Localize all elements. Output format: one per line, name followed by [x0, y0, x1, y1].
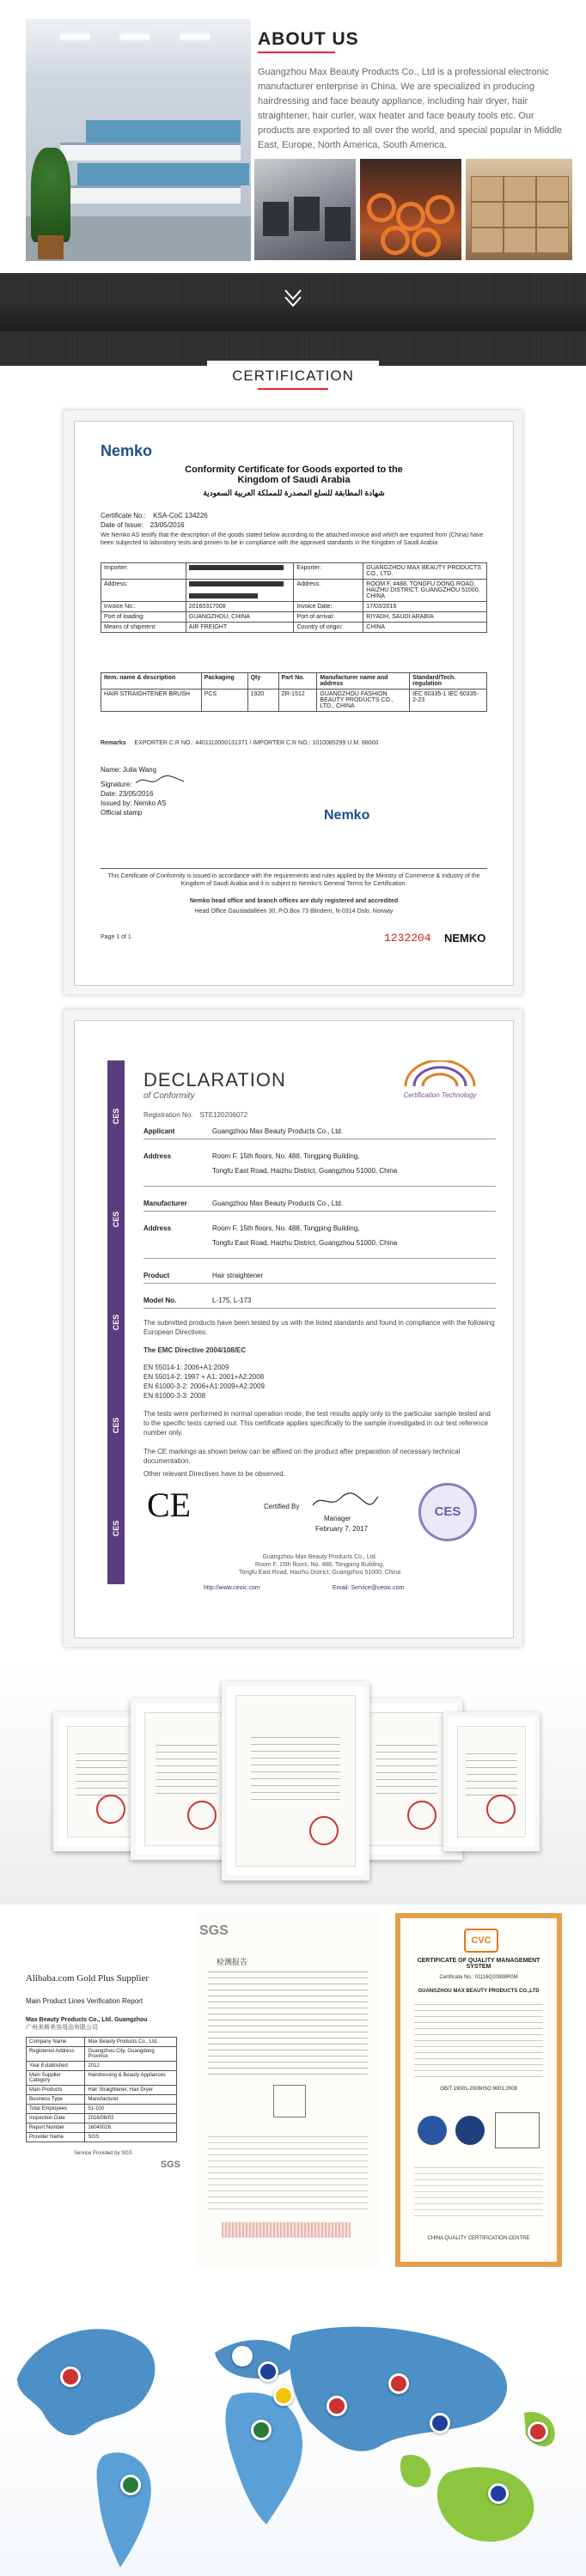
row-value: Hair Straightener, Hair Dryer: [85, 2086, 177, 2095]
ce-mark: CE: [147, 1485, 192, 1524]
sgs-logo: SGS: [199, 1923, 229, 1938]
exporter: GUANGZHOU MAX BEAUTY PRODUCTS CO., LTD.: [366, 565, 481, 577]
alibaba-info-table: [26, 2037, 177, 2142]
sign-date: February 7, 2017: [315, 1525, 368, 1533]
cert-no-label: Certificate No.:: [101, 512, 146, 519]
sgs-accreditation-mark: [273, 2085, 306, 2117]
col-standard: Standard/Tech. regulation: [410, 673, 487, 690]
flag-pin-icon: [430, 2413, 450, 2433]
footer-address-1: Room F, 15th floors, No. 488, Tongping Building,: [254, 1562, 385, 1568]
sgs-report-text-lines: [208, 1971, 368, 2075]
invoice-date-label: Invoice Date:: [296, 604, 333, 610]
framed-certificate: [443, 1712, 540, 1851]
table-row: [27, 2133, 177, 2142]
declaration-brand: Certification Technology: [403, 1091, 477, 1099]
nemko-footer-registered: Nemko head office and branch offices are duly registered and accredited: [189, 898, 399, 904]
signature-label: Signature: [101, 781, 131, 788]
invoice-date: 17/03/2016: [366, 604, 397, 610]
cnas-logo: [455, 2116, 485, 2145]
redacted-address: [189, 581, 284, 586]
world-map: [0, 2284, 586, 2576]
declaration-body-1: The submitted products have been tested by us with the listed standards and found in compliance with the following European Directives:: [143, 1319, 495, 1336]
alibaba-title: Alibaba.com Gold Plus Supplier: [26, 1973, 149, 1984]
nemko-heading: Conformity Certificate for Goods exported to the Kingdom of Saudi Arabia: [185, 465, 403, 485]
alibaba-verification-report: [26, 1913, 180, 2267]
world-map-graphic: [0, 2284, 586, 2576]
shipment: AIR FREIGHT: [188, 624, 228, 630]
alibaba-subtitle: Main Product Lines Verification Report: [26, 1997, 143, 2005]
nemko-logo: Nemko: [101, 442, 153, 459]
flag-pin-icon: [258, 2361, 278, 2382]
cert-no: KSA-CoC 134226: [153, 512, 208, 519]
cvc-company: GUANGZHOU MAX BEAUTY PRODUCTS CO.,LTD: [418, 1989, 540, 1994]
cvc-title: CERTIFICATE OF QUALITY MANAGEMENT SYSTEM: [417, 1958, 540, 1970]
factory-photo-production-line: [360, 159, 461, 260]
flag-pin-icon: [120, 2475, 141, 2495]
emc-directive: The EMC Directive 2004/108/EC: [143, 1346, 247, 1354]
col-packaging: Packaging: [201, 673, 247, 690]
table-row: [27, 2038, 177, 2047]
nemko-certificate: Nemko Conformity Certificate for Goods exported to the Kingdom of Saudi Arabia شهادة المطابقة للسلع المصدرة للمملكة العربية السعودية Certificate No.: KSA-CoC 134226 Date of Issue: 23/05/2016 We Nemko AS testify that the description of the goods stated below according to the attached invoice and which are exported from (China) have been subjected to laboratory tests and proven to be in compliance with the approved standards in the Kingdom of Saudi Arabia Importer: Exporter: GUANGZHOU MAX BEAUTY PRODUCTS CO., LTD. Address: Address: ROOM F, #488, TONGFU DONG ROAD, HAIZHU DISTRICT, GUANGZHOU 51000, CHINA Invoice No.: 20160317008 Invoice Date: 17/03/2016 Port of loading: GUANGZHOU, CHINA Port of arrival: RIYADH, SAUDI ARABIA Means of shipment: AIR FREIGHT Country of origin: CHINA Item. name & description Packaging Qty Part No. Manufacturer name and address Standard/Tech. regulation HAIR STRAIGHTENER BRUSH PCS 1920 ZR-1512 GUANGZHOU FASHION BEAUTY PRODUCTS CO., LTD., CHINA IEC 60335-1 IEC 60335-2-23 Remarks EXPORTER C.R NO.: 4401110000131371 / IMPORTER C.R NO.: 1010085299 U.M. 88000 Name: Julia Wang Signature: Date: 23/05/2016 Issued by: Nemko AS Official stamp Nemko This Certificate of Conformity is issued in accordance with the requirements and rules applied by the Ministry of Commerce & Industry of the Kingdom of Saudi Arabia and it is subject to Nemko's General Terms for Certification. Nemko head office and branch offices are duly registered and accredited Head Office Gaustadalléen 30, P.O.Box 73 Blindern, N-0314 Oslo, Norway Page 1 of 1 1232204 NEMKO: [74, 421, 514, 986]
remarks: EXPORTER C.R NO.: 4401110000131371 / IMPORTER C.R NO.: 1010085299 U.M. 88000: [134, 740, 379, 746]
row-label: Business Type: [27, 2095, 85, 2105]
sgs-report-text-lines: [208, 2136, 368, 2214]
row-label: Inspection Date: [27, 2114, 85, 2123]
ces-side-text: CES: [112, 1520, 120, 1537]
footer-website: http://www.ceoic.com: [204, 1585, 260, 1591]
row-value: 51-100: [85, 2105, 177, 2114]
address-line-2: Tongfu East Road, Haizhu District, Guangzhou 51000, China: [212, 1167, 398, 1175]
item-manufacturer: GUANGZHOU FASHION BEAUTY PRODUCTS CO., LTD., CHINA: [317, 690, 410, 712]
footer-address-2: Tongfu East Road, Haizhu District, Guangzhou 51000, China: [238, 1570, 401, 1576]
item-standard: IEC 60335-1 IEC 60335-2-23: [410, 690, 487, 712]
stamp-label: Official stamp: [101, 809, 143, 817]
row-value: SGS: [85, 2133, 177, 2142]
remarks-label: Remarks: [101, 740, 126, 746]
table-row: [27, 2105, 177, 2114]
reg-no: STE120206072: [199, 1111, 248, 1119]
issued-label: Issued by: [101, 799, 131, 807]
row-label: Company Name: [27, 2038, 85, 2047]
nemko-items-table: [101, 672, 487, 712]
ces-seal: CES: [418, 1483, 477, 1541]
declaration-body-4: Other relevant Directives have to be observed.: [143, 1470, 285, 1478]
chevron-down-icon: [280, 283, 306, 309]
declaration-certificate-frame: [64, 1010, 522, 1647]
row-label: Provider Name: [27, 2133, 85, 2142]
sun-logo-icon: [393, 1060, 487, 1091]
factory-photo-machines: [254, 159, 356, 260]
cvc-quality-certificate: [395, 1913, 562, 2267]
redacted-importer: [189, 565, 284, 570]
port-loading: GUANGZHOU, CHINA: [188, 614, 250, 620]
origin: CHINA: [366, 624, 386, 630]
flag-pin-icon: [388, 2373, 409, 2394]
exporter-address-label: Address:: [296, 581, 321, 587]
signature-scribble: [134, 775, 186, 787]
ces-side-text: CES: [112, 1108, 120, 1125]
date2: 23/05/2016: [119, 790, 154, 798]
standard-1: EN 55014-1: 2006+A1:2009: [143, 1364, 229, 1371]
exporter-address: ROOM F, #488, TONGFU DONG ROAD, HAIZHU DISTRICT, GUANGZHOU 51000, CHINA: [366, 581, 480, 599]
nemko-footer-text: This Certificate of Conformity is issued in accordance with the requirements and rules applied by the Ministry of Commerce & Industry of the Kingdom of Saudi Arabia and it is subject to Nemko's General Terms for Certification.: [101, 868, 487, 888]
row-label: Main Products: [27, 2086, 85, 2095]
row-value: 2012: [85, 2062, 177, 2071]
footer-company: Guangzhou Max Beauty Products Co., Ltd.: [262, 1554, 377, 1560]
row-value: Hairdressing & Beauty Appliances: [85, 2071, 177, 2086]
date-of-issue: 23/05/2016: [150, 521, 185, 529]
declaration-subtitle: of Conformity: [143, 1091, 195, 1101]
mfr-address-line-2: Tongfu East Road, Haizhu District, Guangzhou 51000, China: [212, 1239, 398, 1247]
origin-label: Country of origin:: [296, 624, 343, 630]
certificate-gallery: [0, 1664, 586, 1905]
importer-address-label: Address:: [104, 581, 128, 587]
item-packaging: PCS: [201, 690, 247, 712]
standard-2: EN 55014-2: 1997 + A1: 2001+A2:2008: [143, 1373, 265, 1381]
cvc-text-lines: [414, 2167, 543, 2219]
standard-3: EN 61000-3-2: 2006+A1:2009+A2:2009: [143, 1382, 266, 1390]
row-label: Report Number: [27, 2123, 85, 2133]
about-title: ABOUT US: [258, 29, 359, 49]
standard-4: EN 61000-3-3: 2008: [143, 1392, 206, 1400]
mfr-address-line-1: Room F, 15th floors, No. 488, Tongping Building,: [212, 1224, 360, 1232]
item-part: ZR-1512: [278, 690, 317, 712]
manager-label: Manager: [324, 1515, 351, 1522]
declaration-certificate: [74, 1020, 514, 1638]
port-arrival-label: Port of arrival:: [296, 614, 335, 620]
col-manufacturer: Manufacturer name and address: [317, 673, 410, 690]
flag-pin-icon: [528, 2421, 548, 2442]
flag-pin-icon: [273, 2385, 294, 2406]
name-label: Name: [101, 766, 119, 774]
nemko-certificate-frame: [64, 410, 522, 994]
serial-number: 1232204: [384, 932, 431, 945]
flag-pin-icon: [232, 2346, 253, 2366]
declaration-title: DECLARATION: [143, 1069, 286, 1091]
alibaba-company: Max Beauty Products Co., Ltd. Guangzhou: [26, 2017, 148, 2023]
ces-side-bar: [107, 1060, 125, 1584]
row-value: 2016/06/02: [85, 2114, 177, 2123]
row-label: Main Supplier Category: [27, 2071, 85, 2086]
sgs-stamp-band: [222, 2222, 351, 2238]
row-label: Total Employees: [27, 2105, 85, 2114]
footer-email: Email: Service@ceoic.com: [333, 1585, 405, 1591]
table-row: [27, 2071, 177, 2086]
ces-side-text: CES: [112, 1314, 120, 1331]
declaration-body-3: The CE markings as shown below can be affixed on the product after preparation of necessary technical documentation.: [143, 1448, 461, 1465]
item-qty: 1920: [247, 690, 278, 712]
product: Hair straightener: [212, 1272, 264, 1279]
model: L-175, L-173: [212, 1297, 252, 1304]
shipment-label: Means of shipment:: [104, 624, 157, 630]
nemko-intro: We Nemko AS testify that the description of the goods stated below according to the attached invoice and which are exported from (China) have been subjected to laboratory tests and proven to be in compliance with the approved standards in the Kingdom of Saudi Arabia: [101, 532, 484, 546]
row-value: Manufacturer: [85, 2095, 177, 2105]
product-label: Product: [143, 1272, 170, 1279]
port-loading-label: Port of loading:: [104, 614, 145, 620]
manufacturer-label: Manufacturer: [143, 1200, 187, 1207]
certified-label: Certified By: [264, 1503, 300, 1510]
invoice-no-label: Invoice No.:: [104, 604, 136, 610]
applicant-label: Applicant: [143, 1127, 175, 1135]
table-row: [27, 2095, 177, 2105]
address-label: Address: [143, 1152, 172, 1160]
manager-signature: [311, 1492, 380, 1510]
applicant: Guangzhou Max Beauty Products Co., Ltd.: [212, 1127, 344, 1135]
mfr-address-label: Address: [143, 1224, 172, 1232]
cvc-logo: CVC: [464, 1929, 498, 1953]
sgs-test-report: [196, 1913, 381, 2267]
flag-pin-icon: [327, 2396, 347, 2416]
flag-pin-icon: [251, 2420, 272, 2440]
about-title-underline: [258, 52, 335, 53]
table-row: [27, 2123, 177, 2133]
row-label: Registered Address: [27, 2047, 85, 2062]
table-row: [27, 2114, 177, 2123]
issued-by: Nemko AS: [133, 799, 167, 807]
table-row: [27, 2086, 177, 2095]
exporter-label: Exporter:: [296, 565, 321, 571]
certification-underline: [258, 388, 328, 390]
date-label: Date of Issue:: [101, 521, 143, 529]
row-value: 16040026: [85, 2123, 177, 2133]
sgs-logo-small: SGS: [160, 2160, 180, 2170]
nemko-footer-address: Head Office Gaustadalléen 30, P.O.Box 73 Blindern, N-0314 Oslo, Norway: [194, 908, 394, 914]
cvc-standard: GB/T 19001-2008/ISO 9001:2008: [440, 2087, 517, 2092]
framed-certificate: [222, 1681, 369, 1880]
qr-code: [495, 2112, 540, 2148]
ces-side-text: CES: [112, 1417, 120, 1434]
date2-label: Date: [101, 790, 115, 798]
nemko-details-table: [101, 562, 487, 633]
certification-title: CERTIFICATION: [232, 368, 354, 384]
nemko-stamp-logo: Nemko: [324, 808, 370, 823]
nemko-brand: NEMKO: [444, 932, 486, 945]
invoice-no: 20160317008: [188, 604, 226, 610]
table-row: [27, 2062, 177, 2071]
alibaba-footer: Service Provided by SGS: [74, 2151, 132, 2156]
table-row: [27, 2047, 177, 2062]
col-item: Item. name & description: [101, 673, 202, 690]
cvc-cert-no: Certificate No.: 01116Q20998R0M: [439, 1975, 518, 1980]
sgs-report-title: 检测报告: [217, 1958, 248, 1966]
model-label: Model No.: [143, 1297, 177, 1304]
col-part: Part No.: [278, 673, 317, 690]
iaf-logo: [418, 2116, 447, 2145]
flag-pin-icon: [60, 2366, 81, 2387]
flag-pin-icon: [488, 2483, 509, 2504]
nemko-heading-arabic: شهادة المطابقة للسلع المصدرة للمملكة العربية السعودية: [203, 489, 385, 497]
row-value: Max Beauty Products Co., Ltd.: [85, 2038, 177, 2047]
item-name: HAIR STRAIGHTENER BRUSH: [101, 690, 202, 712]
page-number: Page 1 of 1: [101, 934, 131, 940]
about-text: Guangzhou Max Beauty Products Co., Ltd is a professional electronic manufacturer enterprise in China. We are specialized in producing hairdressing and face beauty appliance, including hair dryer, hair straightener, hair curler, wax heater and face beauty tools etc. Our products are exported to all over the world, and special popular in Middle East, Europe, North America, South America.: [258, 67, 563, 150]
row-value: Guangzhou City, Guangdong Province: [85, 2047, 177, 2062]
address-line-1: Room F, 15th floors, No. 488, Tongping Building,: [212, 1152, 360, 1160]
ces-side-text: CES: [112, 1211, 120, 1228]
cvc-footer: CHINA QUALITY CERTIFICATION CENTRE: [427, 2236, 530, 2241]
office-photo: [26, 19, 251, 261]
manufacturer: Guangzhou Max Beauty Products Co., Ltd.: [212, 1200, 344, 1207]
reg-label: Registration No.: [143, 1111, 193, 1119]
col-qty: Qty: [247, 673, 278, 690]
port-arrival: RIYADH, SAUDI ARABIA: [366, 614, 434, 620]
alibaba-company-cn: 广州美斯美容用品有限公司: [26, 2025, 98, 2031]
declaration-body-2: The tests were performed in normal operation mode, the test results apply only to the particular sample tested and to the specific tests carried out. This certificate applies specifically to the sample investigated in our test reference number only.: [143, 1410, 491, 1437]
signatory-name: Julia Wang: [122, 766, 157, 774]
row-label: Year Established: [27, 2062, 85, 2071]
cvc-text-lines: [414, 2004, 543, 2081]
importer-label: Importer:: [104, 565, 129, 571]
factory-photo-warehouse: [466, 159, 572, 260]
